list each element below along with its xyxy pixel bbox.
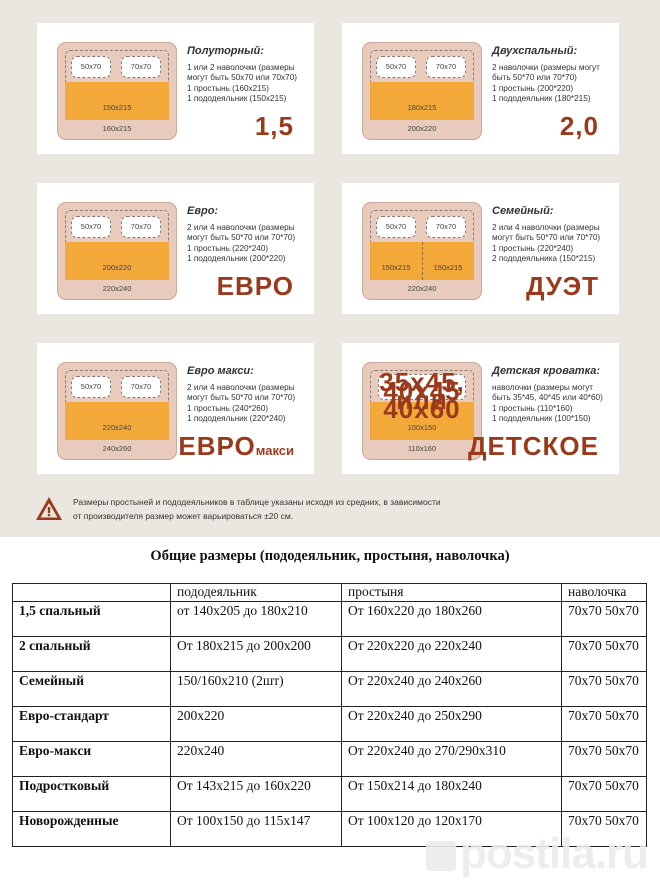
card-evro-maksi — [37, 343, 314, 474]
table-row — [13, 707, 647, 742]
table-row — [13, 602, 647, 637]
pillow-label: 70x70 — [121, 216, 161, 238]
table-title: Общие размеры (пододеяльник, простыня, наволочка) — [150, 548, 510, 564]
card-description: 2 или 4 наволочки (размеры могут быть 50*70 или 70*70) 1 простынь (220*240) 1 пододеяльник (200*220) — [187, 223, 296, 264]
table-cell: От 160x220 до 180x260 — [342, 602, 562, 637]
sheet-size: 160x215 — [102, 124, 132, 133]
card-polutorny — [37, 23, 314, 154]
card-title: Двухспальный: — [492, 45, 578, 57]
table-cell: От 220x220 до 220x240 — [342, 637, 562, 672]
card-title: Евро: — [187, 205, 219, 217]
pillow-label: 70x70 — [426, 216, 466, 238]
bed-diagram — [362, 362, 482, 460]
size-badge: ДУЭТ — [525, 271, 599, 301]
table-cell: От 150x214 до 180x240 — [342, 777, 562, 812]
sheet-size: 220x240 — [102, 284, 132, 293]
bed-diagram — [57, 202, 177, 300]
card-description: 2 или 4 наволочки (размеры могут быть 50*70 или 70*70) 1 простынь (240*260) 1 пододеяльник (220*240) — [187, 383, 296, 424]
pillow-label: 50x70 — [71, 56, 111, 78]
table-header-row — [13, 584, 647, 602]
table-cell: От 180x215 до 200x200 — [171, 637, 342, 672]
table-cell: От 143x215 до 160x220 — [171, 777, 342, 812]
pillow-label: 70x70 — [121, 56, 161, 78]
table-header — [13, 584, 171, 602]
card-title: Детская кроватка: — [492, 365, 601, 377]
duvet-size: 150x215 — [433, 263, 463, 272]
table-cell: Евро-стандарт — [13, 707, 171, 742]
card-title: Полуторный: — [187, 45, 264, 57]
card-detskaya — [342, 343, 619, 474]
table-row — [13, 777, 647, 812]
size-badge: 1,5 — [254, 111, 294, 141]
warning-icon — [35, 496, 63, 521]
bed-diagram — [57, 42, 177, 140]
sizes-table — [12, 583, 647, 847]
card-dvuspalny — [342, 23, 619, 154]
table-cell: 70x70 50x70 — [562, 602, 647, 637]
duvet-size: 100x150 — [407, 423, 437, 432]
card-title: Семейный: — [492, 205, 554, 217]
size-badge: ЕВРО — [216, 271, 294, 301]
table-cell: От 220x240 до 270/290x310 — [342, 742, 562, 777]
table-cell: 70x70 50x70 — [562, 742, 647, 777]
table-row — [13, 637, 647, 672]
sheet-size: 110x160 — [407, 444, 437, 453]
sheet-size: 200x220 — [407, 124, 437, 133]
card-description: 2 наволочки (размеры могут быть 50*70 или 70*70) 1 простынь (200*220) 1 пододеяльник (180*215) — [492, 63, 600, 104]
card-description: 2 или 4 наволочки (размеры могут быть 50*70 или 70*70) 1 простынь (220*240) 2 пододеяльника (150*215) — [492, 223, 601, 264]
table-cell: От 220x240 до 250x290 — [342, 707, 562, 742]
duvet-size: 150x215 — [102, 103, 132, 112]
table-cell: 1,5 спальный — [13, 602, 171, 637]
duvet-size: 200x220 — [102, 263, 132, 272]
table-header: пододеяльник — [171, 584, 342, 602]
table-row — [13, 672, 647, 707]
watermark: postila.ru — [426, 829, 648, 879]
table-cell: от 140x205 до 180x210 — [171, 602, 342, 637]
pillow-label: 70x70 — [121, 376, 161, 398]
pillow-label: 50x70 — [71, 376, 111, 398]
table-header: простыня — [342, 584, 562, 602]
table-cell: 70x70 50x70 — [562, 707, 647, 742]
size-badge: ДЕТСКОЕ — [468, 431, 599, 461]
table-cell: 220x240 — [171, 742, 342, 777]
size-badge: 2,0 — [559, 111, 599, 141]
table-cell: Семейный — [13, 672, 171, 707]
card-semeyny — [342, 183, 619, 314]
bed-diagram — [57, 362, 177, 460]
card-title: Евро макси: — [187, 365, 254, 377]
sheet-size: 240x260 — [102, 444, 132, 453]
card-description: 1 или 2 наволочки (размеры могут быть 50x70 или 70x70) 1 простынь (160x215) 1 пододеяльник (150x215) — [187, 63, 297, 104]
table-cell: 70x70 50x70 — [562, 777, 647, 812]
table-cell: От 220x240 до 240x260 — [342, 672, 562, 707]
table-cell: 200x220 — [171, 707, 342, 742]
pillow-label: 50x70 — [376, 216, 416, 238]
sheet-size: 220x240 — [407, 284, 437, 293]
table-cell: 70x70 50x70 — [562, 637, 647, 672]
pillow-label: 50x70 — [376, 56, 416, 78]
card-description: наволочки (размеры могут быть 35*45, 40*45 или 40*60) 1 простынь (110*160) 1 пододеяльник (100*150) — [492, 383, 603, 424]
watermark-logo-icon — [426, 841, 456, 871]
pillow-label: 35x45, 40x45 или 40x60 — [379, 367, 465, 424]
table-cell: От 100x120 до 120x170 — [342, 812, 562, 847]
table-cell: Подростковый — [13, 777, 171, 812]
pillow-label: 50x70 — [71, 216, 111, 238]
table-cell: 150/160x210 (2шт) — [171, 672, 342, 707]
table-cell: 70x70 50x70 — [562, 812, 647, 847]
card-evro — [37, 183, 314, 314]
duvet-size: 220x240 — [102, 423, 132, 432]
table-cell: Евро-макси — [13, 742, 171, 777]
table-cell: 70x70 50x70 — [562, 672, 647, 707]
duvet-size: 150x215 — [381, 263, 411, 272]
note-text: Размеры простыней и пододеяльников в таблице указаны исходя из средних, в зависимости от производителя размер может варьироваться ±20 см. — [73, 497, 441, 521]
size-note — [35, 492, 635, 528]
table-cell: 2 спальный — [13, 637, 171, 672]
pillow-label: 70x70 — [426, 56, 466, 78]
bed-diagram — [362, 202, 482, 300]
table-header: наволочка — [562, 584, 647, 602]
table-row — [13, 742, 647, 777]
table-cell: Новорожденные — [13, 812, 171, 847]
duvet-size: 180x215 — [407, 103, 437, 112]
table-cell: От 100x150 до 115x147 — [171, 812, 342, 847]
size-badge: ЕВРОмакси — [178, 431, 294, 461]
bed-diagram — [362, 42, 482, 140]
